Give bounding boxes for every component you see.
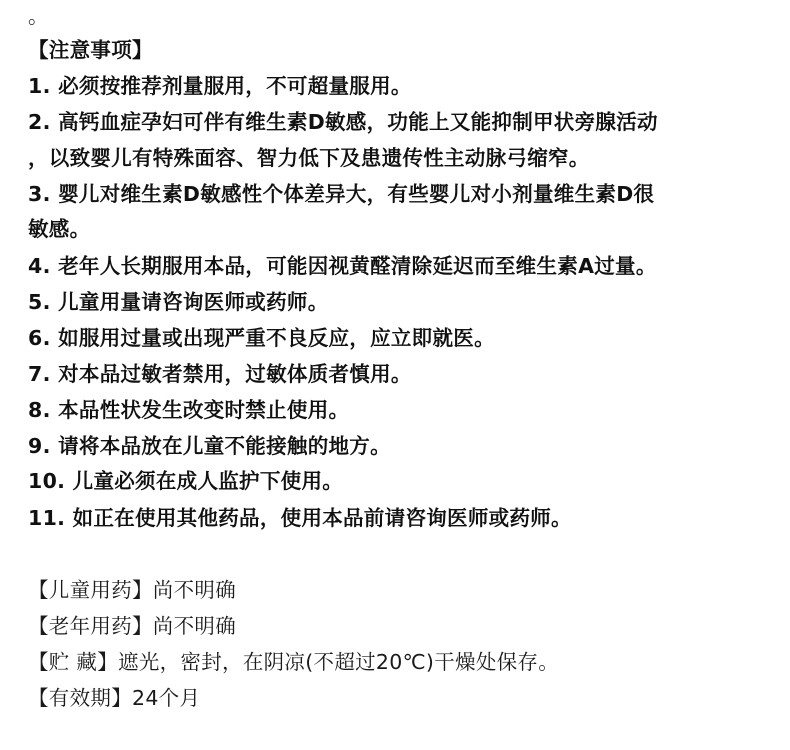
precautions-heading: 【注意事项】 [28, 38, 153, 62]
precaution-line: 7. 对本品过敏者禁用，过敏体质者慎用。 [28, 362, 412, 386]
geriatric-use: 【老年用药】尚不明确 [28, 614, 236, 638]
precaution-line: 5. 儿童用量请咨询医师或药师。 [28, 290, 329, 314]
precaution-line: 2. 高钙血症孕妇可伴有维生素D敏感，功能上又能抑制甲状旁腺活动 [28, 110, 658, 134]
precaution-line: 11. 如正在使用其他药品，使用本品前请咨询医师或药师。 [28, 506, 572, 530]
pediatric-use: 【儿童用药】尚不明确 [28, 578, 236, 602]
precaution-line: 3. 婴儿对维生素D敏感性个体差异大，有些婴儿对小剂量维生素D很 [28, 182, 655, 206]
precaution-line: 4. 老年人长期服用本品，可能因视黄醛清除延迟而至维生素A过量。 [28, 254, 657, 278]
precaution-line: 10. 儿童必须在成人监护下使用。 [28, 469, 344, 493]
leading-mark: 。 [28, 4, 49, 28]
shelf-life: 【有效期】24个月 [28, 686, 201, 710]
precaution-line: 8. 本品性状发生改变时禁止使用。 [28, 398, 350, 422]
precaution-line: 敏感。 [28, 217, 91, 241]
precaution-line: 6. 如服用过量或出现严重不良反应，应立即就医。 [28, 326, 495, 350]
precaution-line: 1. 必须按推荐剂量服用，不可超量服用。 [28, 74, 412, 98]
storage: 【贮 藏】遮光，密封，在阴凉(不超过20℃)干燥处保存。 [28, 650, 560, 674]
precaution-line: 9. 请将本品放在儿童不能接触的地方。 [28, 434, 391, 458]
precaution-line: ，以致婴儿有特殊面容、智力低下及患遗传性主动脉弓缩窄。 [28, 146, 590, 170]
